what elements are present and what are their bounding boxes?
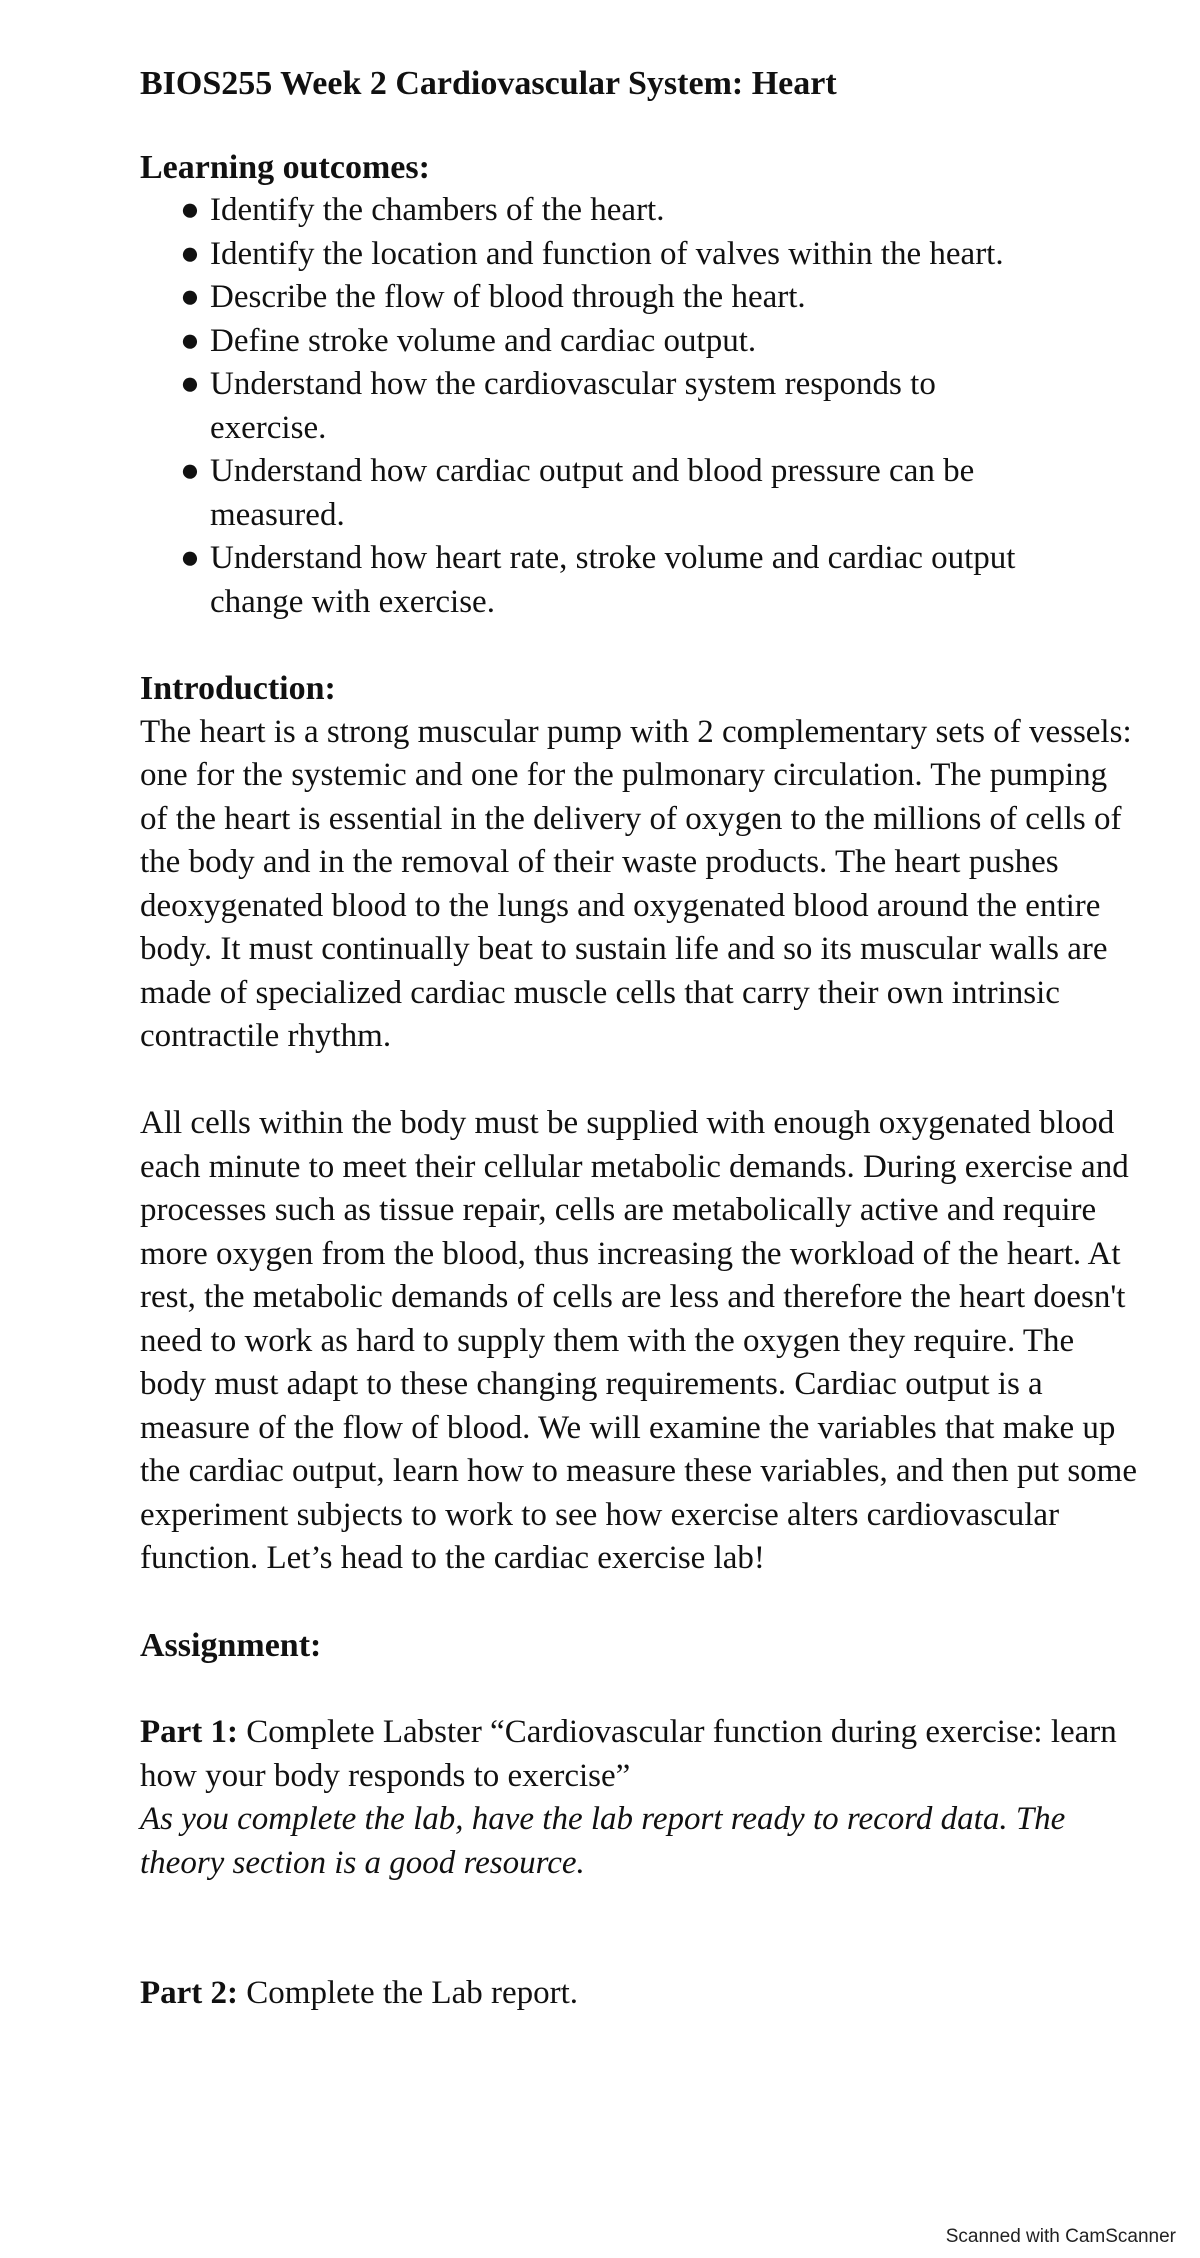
bullet-icon: ● [180,322,200,359]
document-title: BIOS255 Week 2 Cardiovascular System: Heart [140,65,837,102]
outcome-text: Describe the flow of blood through the heart. [210,279,806,315]
bullet-icon: ● [180,453,200,489]
introduction-paragraph-2: All cells within the body must be supplied with enough oxygenated blood each minute to meet their cellular metabolic demands. During exercise and processes such as tissue repair, cells are metabolically active and require more oxygen from the blood, thus increasing the workload of the heart. At rest, the metabolic demands of cells are less and therefore the heart doesn't need to work as hard to supply them with the oxygen they require. The body must adapt to these changing requirements. Cardiac output is a measure of the flow of blood. We will examine the variables that make up the cardiac output, learn how to measure these variables, and then put some experiment subjects to work to see how exercise alters cardiovascular function. Let’s head to the cardiac exercise lab! [140,1105,1137,1576]
outcome-text: Define stroke volume and cardiac output. [210,322,757,359]
learning-outcomes-list [140,189,1140,624]
assignment-part-1 [140,1711,1140,1885]
learning-outcomes-heading: Learning outcomes: [140,148,430,186]
bullet-icon: ● [180,279,200,315]
outcome-text: Identify the location and function of valves within the heart. [210,235,1004,272]
part-1-line [140,1711,1140,1798]
assignment-heading: Assignment: [140,1627,322,1664]
list-item [180,320,1140,364]
outcome-text: Understand how the cardiovascular system responds to exercise. [210,366,936,446]
part-2-text: Complete the Lab report. [246,1975,579,2011]
part-1-text: Complete Labster “Cardiovascular function during exercise: learn how your body responds to exercise” [140,1714,1117,1794]
document-page [140,62,1140,2016]
part-2-label: Part 2: [140,1975,239,2011]
part-1-label: Part 1: [140,1714,239,1750]
introduction-heading: Introduction: [140,670,336,707]
list-item [180,233,1140,277]
outcome-text: Understand how heart rate, stroke volume and cardiac output change with exercise. [210,540,1016,620]
introduction-paragraph-1: The heart is a strong muscular pump with 2 complementary sets of vessels: one for the systemic and one for the pulmonary circulation. The pumping of the heart is essential in the delivery of oxygen to the millions of cells of the body and in the removal of their waste products. The heart pushes deoxygenated blood to the lungs and oxygenated blood around the entire body. It must continually beat to sustain life and so its muscular walls are made of specialized cardiac muscle cells that carry their own intrinsic contractile rhythm. [140,713,1132,1054]
part-2-line [140,1972,1140,2016]
assignment-part-2 [140,1972,1140,2016]
list-item [180,276,1140,320]
bullet-icon: ● [180,192,200,228]
outcome-text: Understand how cardiac output and blood pressure can be measured. [210,453,975,533]
list-item [180,450,1140,537]
list-item [180,363,1140,450]
bullet-icon: ● [180,235,200,272]
outcome-text: Identify the chambers of the heart. [210,192,665,228]
bullet-icon: ● [180,366,200,402]
scanner-watermark: Scanned with CamScanner [945,2226,1176,2247]
list-item [180,189,1140,233]
bullet-icon: ● [180,540,200,576]
list-item [180,537,1140,624]
part-1-note: As you complete the lab, have the lab report ready to record data. The theory section is a good resource. [140,1801,1066,1881]
